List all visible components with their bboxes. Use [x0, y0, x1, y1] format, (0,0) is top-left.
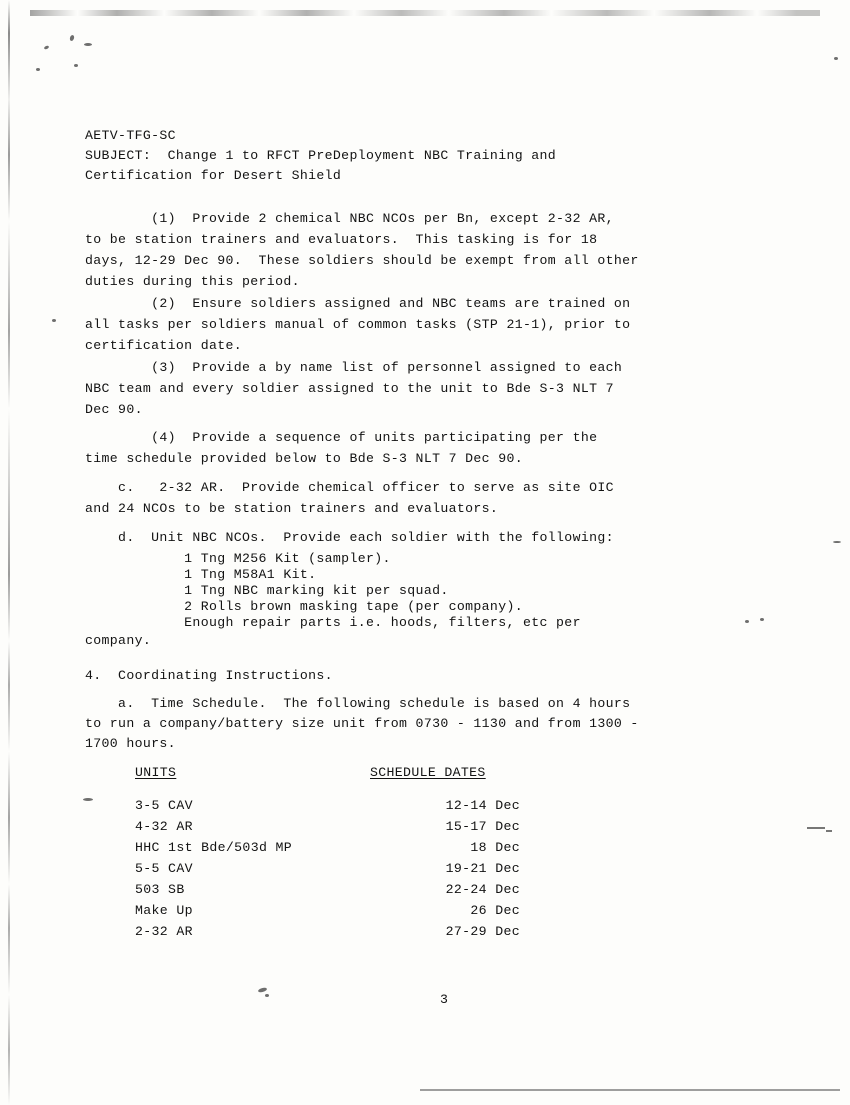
table-row-unit: 4-32 AR	[135, 819, 193, 834]
scan-speck	[265, 994, 269, 997]
body-line: to run a company/battery size unit from 0730 - 1130 and from 1300 -	[85, 716, 639, 731]
scan-speck	[69, 35, 75, 42]
scan-speck	[74, 64, 78, 67]
table-row-dates: 15-17 Dec	[445, 819, 520, 834]
body-line: Enough repair parts i.e. hoods, filters, etc per	[85, 615, 581, 630]
body-line: (4) Provide a sequence of units participating per the	[85, 430, 598, 445]
table-row-unit: 503 SB	[135, 882, 185, 897]
page-number: 3	[440, 992, 449, 1007]
subject-line-2: Certification for Desert Shield	[85, 168, 342, 183]
office-symbol: AETV-TFG-SC	[85, 128, 176, 143]
scan-speck	[36, 68, 40, 71]
table-row-unit: 2-32 AR	[135, 924, 193, 939]
body-line: all tasks per soldiers manual of common tasks (STP 21-1), prior to	[85, 317, 631, 332]
body-line: d. Unit NBC NCOs. Provide each soldier with the following:	[85, 530, 614, 545]
scan-artifact-dash	[807, 827, 825, 829]
table-row-dates: 26 Dec	[470, 903, 520, 918]
scan-artifact-left-edge	[8, 0, 10, 1105]
body-line: and 24 NCOs to be station trainers and evaluators.	[85, 501, 499, 516]
section-heading: 4. Coordinating Instructions.	[85, 668, 333, 683]
scan-speck	[52, 319, 56, 322]
table-row-unit: HHC 1st Bde/503d MP	[135, 840, 293, 855]
body-line: (1) Provide 2 chemical NBC NCOs per Bn, except 2-32 AR,	[85, 211, 614, 226]
body-line: Dec 90.	[85, 402, 143, 417]
scan-speck	[258, 987, 268, 993]
body-line: company.	[85, 633, 152, 648]
table-header-schedule-dates: SCHEDULE DATES	[370, 765, 486, 780]
scan-artifact-dash	[826, 830, 832, 832]
table-row-dates: 12-14 Dec	[445, 798, 520, 813]
table-row-dates: 19-21 Dec	[445, 861, 520, 876]
scan-speck	[834, 57, 838, 60]
subject-line-1: SUBJECT: Change 1 to RFCT PreDeployment NBC Training and	[85, 148, 557, 163]
body-line: duties during this period.	[85, 274, 300, 289]
body-line: time schedule provided below to Bde S-3 NLT 7 Dec 90.	[85, 451, 523, 466]
body-line: c. 2-32 AR. Provide chemical officer to serve as site OIC	[85, 480, 614, 495]
scan-speck	[44, 45, 50, 50]
body-line: 1 Tng NBC marking kit per squad.	[85, 583, 449, 598]
body-line: a. Time Schedule. The following schedule is based on 4 hours	[85, 696, 631, 711]
table-row-dates: 22-24 Dec	[445, 882, 520, 897]
body-line: certification date.	[85, 338, 243, 353]
table-row-dates: 27-29 Dec	[445, 924, 520, 939]
scan-artifact-bottom-edge	[420, 1089, 840, 1091]
body-line: 1 Tng M58A1 Kit.	[85, 567, 317, 582]
body-line: 1700 hours.	[85, 736, 176, 751]
table-row-unit: 3-5 CAV	[135, 798, 193, 813]
body-line: (3) Provide a by name list of personnel assigned to each	[85, 360, 623, 375]
table-row-unit: 5-5 CAV	[135, 861, 193, 876]
body-line: NBC team and every soldier assigned to the unit to Bde S-3 NLT 7	[85, 381, 614, 396]
body-line: days, 12-29 Dec 90. These soldiers should be exempt from all other	[85, 253, 639, 268]
body-line: (2) Ensure soldiers assigned and NBC teams are trained on	[85, 296, 631, 311]
scan-speck	[745, 620, 749, 623]
scan-speck	[760, 618, 764, 621]
scan-speck	[833, 541, 841, 543]
body-line: 1 Tng M256 Kit (sampler).	[85, 551, 391, 566]
body-line: to be station trainers and evaluators. This tasking is for 18	[85, 232, 598, 247]
table-header-units: UNITS	[135, 765, 177, 780]
table-row-unit: Make Up	[135, 903, 193, 918]
scan-artifact-top-smudge	[30, 10, 820, 16]
scan-speck	[84, 43, 92, 46]
table-row-dates: 18 Dec	[470, 840, 520, 855]
body-line: 2 Rolls brown masking tape (per company).	[85, 599, 523, 614]
scan-speck	[83, 798, 93, 801]
